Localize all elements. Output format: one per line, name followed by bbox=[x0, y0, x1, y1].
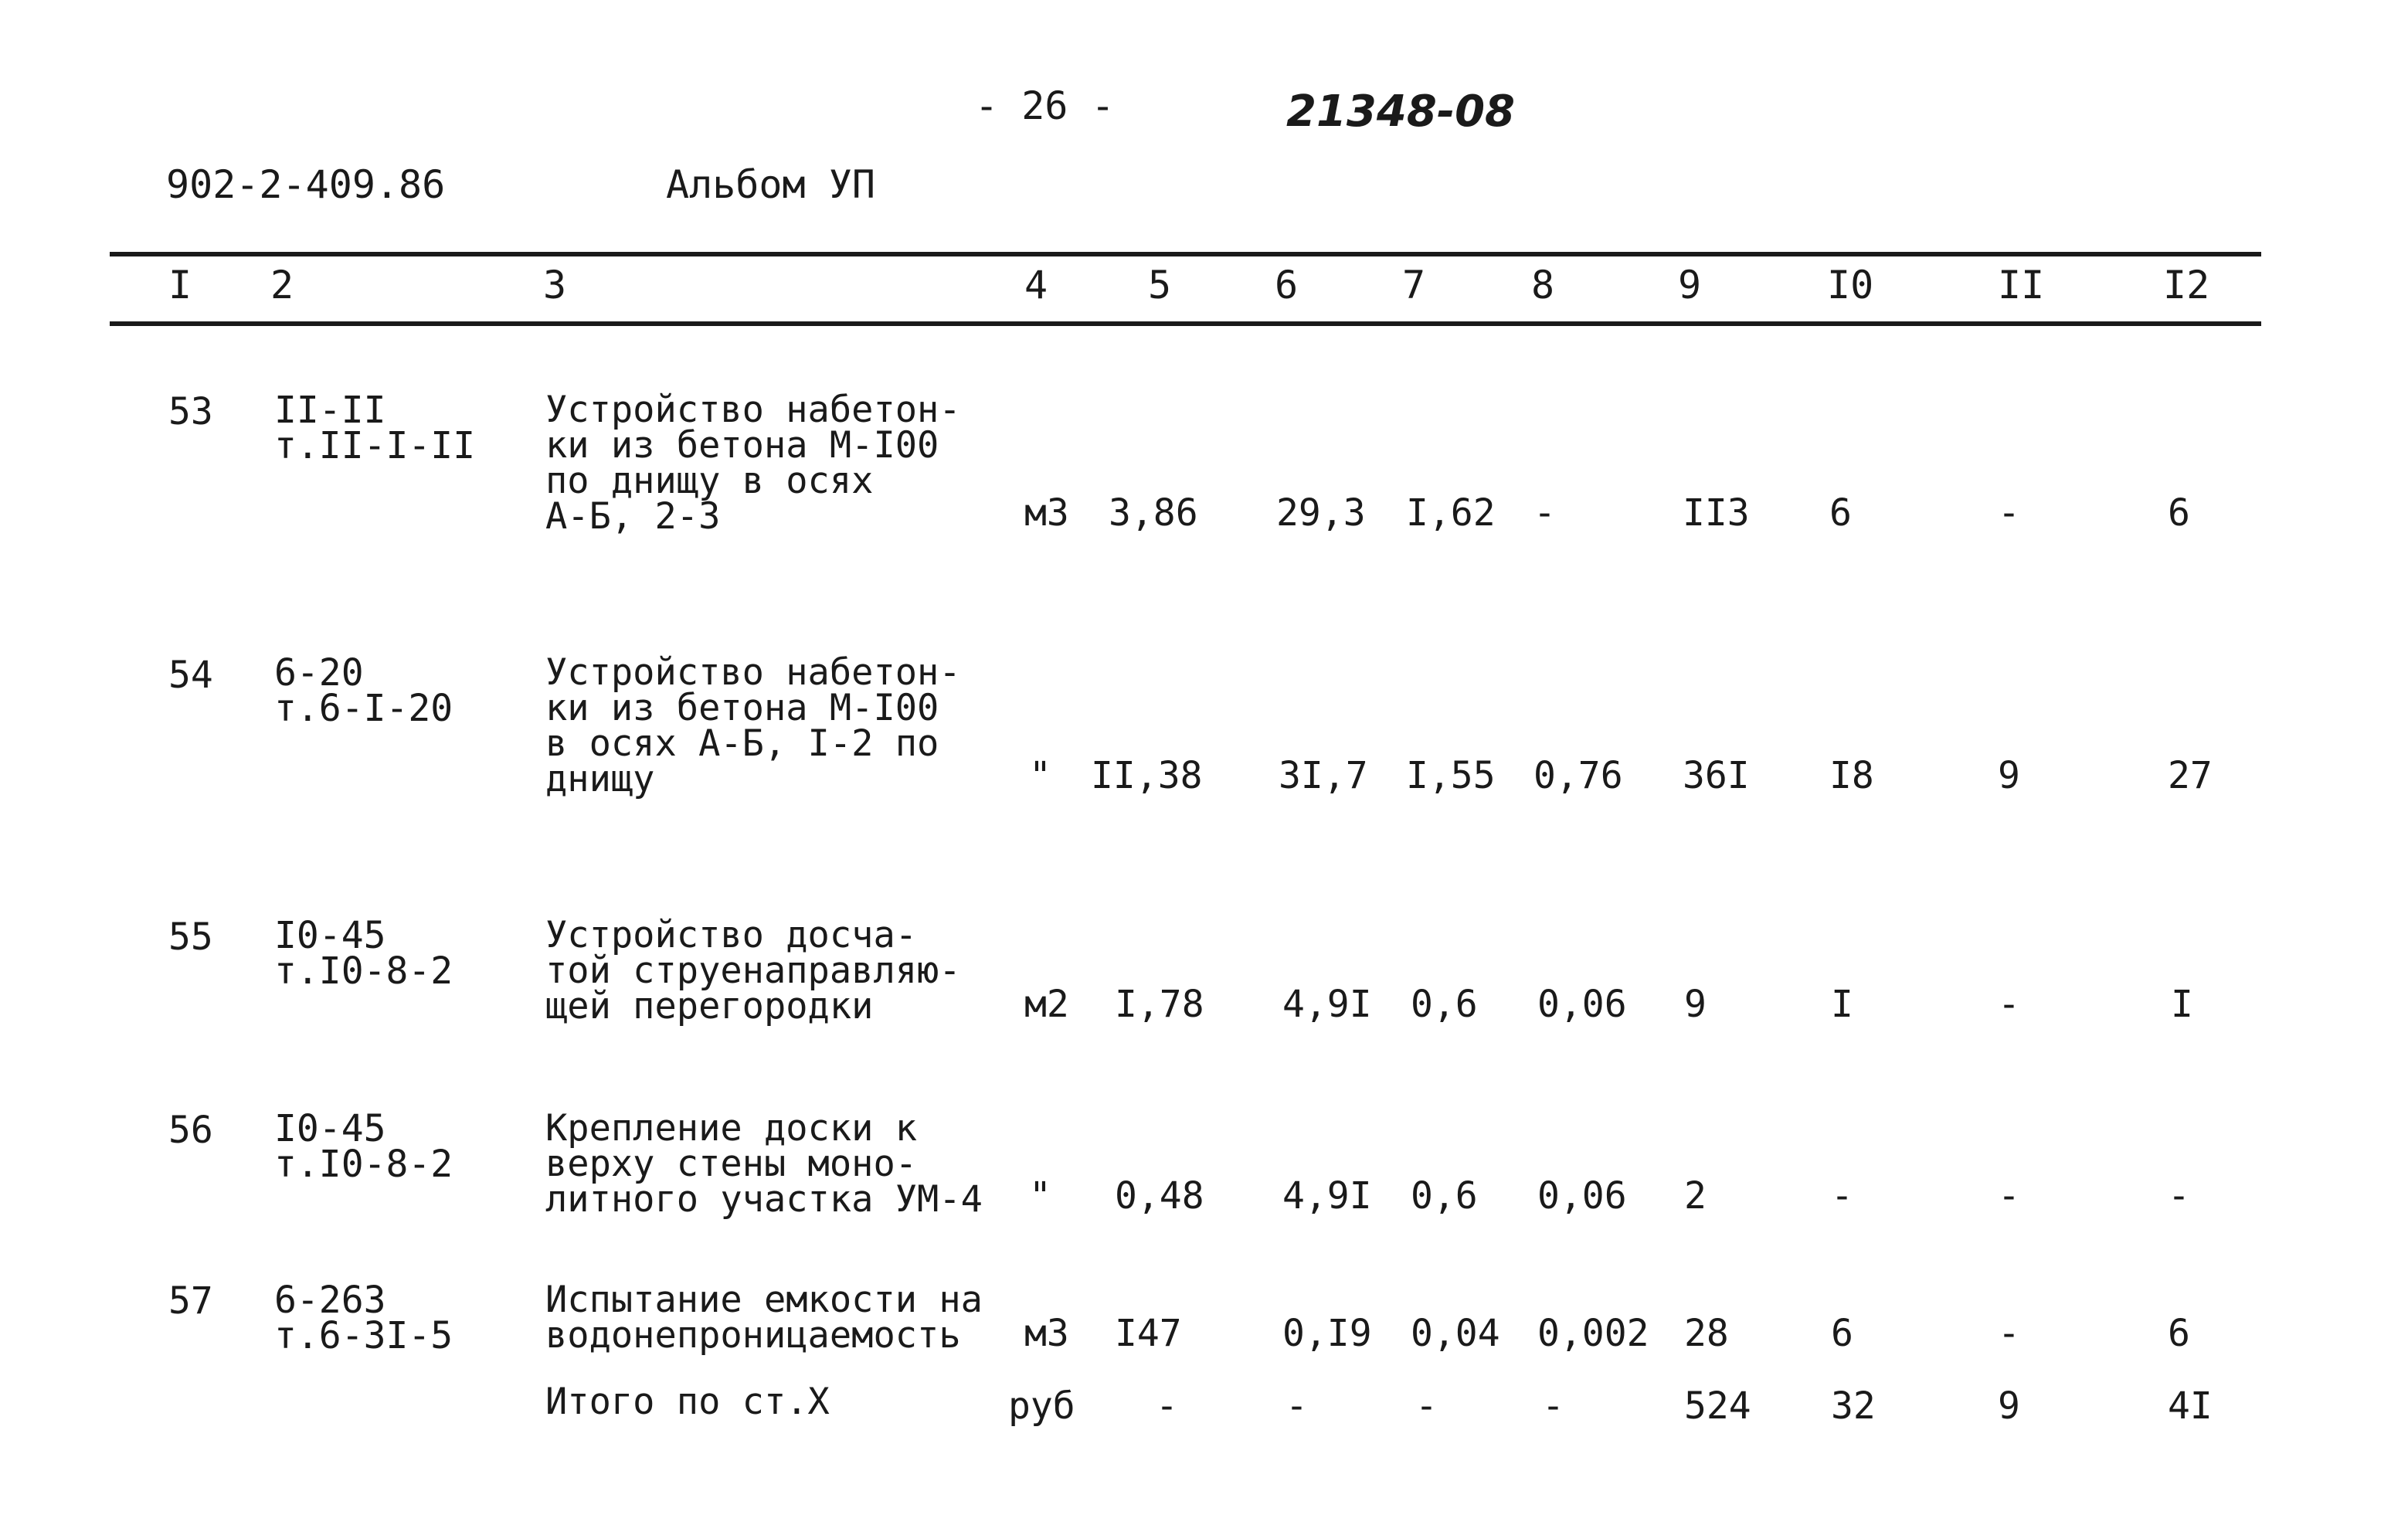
row-col-12: 6 bbox=[2168, 491, 2190, 535]
col-header-6: 6 bbox=[1275, 263, 1299, 307]
col-header-10: I0 bbox=[1827, 263, 1874, 307]
row-col-6: 3I,7 bbox=[1279, 754, 1368, 797]
col-header-2: 2 bbox=[270, 263, 294, 307]
col-header-8: 8 bbox=[1531, 263, 1555, 307]
row-rate-code: II-II т.II-I-II bbox=[274, 389, 476, 467]
row-col-8: - bbox=[1533, 491, 1556, 535]
row-rate-code: 6-20 т.6-I-20 bbox=[274, 651, 453, 730]
row-col-10: 6 bbox=[1831, 1312, 1853, 1355]
row-col-11: 9 bbox=[1998, 754, 2020, 797]
row-quantity: II,38 bbox=[1091, 754, 1203, 797]
row-col-12: 6 bbox=[2168, 1312, 2190, 1355]
row-col-8: 0,76 bbox=[1533, 754, 1623, 797]
row-number: 53 bbox=[168, 390, 213, 433]
total-unit: руб bbox=[1008, 1384, 1075, 1428]
row-unit: м3 bbox=[1024, 491, 1069, 535]
row-col-12: I bbox=[2171, 983, 2193, 1026]
row-col-7: 0,6 bbox=[1411, 983, 1478, 1026]
row-col-10: I bbox=[1831, 983, 1853, 1026]
row-rate-code: I0-45 т.I0-8-2 bbox=[274, 914, 453, 993]
row-description: Устройство набетон- ки из бетона М-I00 по днищу в осях А-Б, 2-3 bbox=[545, 389, 961, 538]
row-col-9: 28 bbox=[1684, 1312, 1729, 1355]
total-col-10: 32 bbox=[1831, 1384, 1876, 1428]
total-col-11: 9 bbox=[1998, 1384, 2020, 1428]
row-col-8: 0,002 bbox=[1537, 1312, 1649, 1355]
col-header-11: II bbox=[1998, 263, 2045, 307]
row-col-6: 4,9I bbox=[1282, 983, 1372, 1026]
row-description: Устройство досча- той струенаправляю- щей перегородки bbox=[545, 914, 961, 1028]
row-col-10: 6 bbox=[1829, 491, 1852, 535]
row-col-12: - bbox=[2168, 1174, 2190, 1218]
row-col-8: 0,06 bbox=[1537, 983, 1627, 1026]
row-col-9: 36I bbox=[1683, 754, 1750, 797]
row-quantity: I,78 bbox=[1115, 983, 1204, 1026]
row-quantity: I47 bbox=[1115, 1312, 1182, 1355]
row-number: 57 bbox=[168, 1279, 213, 1323]
row-col-11: - bbox=[1998, 491, 2020, 535]
row-col-6: 0,I9 bbox=[1282, 1312, 1372, 1355]
col-header-9: 9 bbox=[1678, 263, 1702, 307]
row-rate-code: 6-263 т.6-3I-5 bbox=[274, 1279, 453, 1357]
col-header-7: 7 bbox=[1402, 263, 1426, 307]
col-header-12: I2 bbox=[2163, 263, 2210, 307]
row-unit: " bbox=[1029, 754, 1051, 797]
row-quantity: 0,48 bbox=[1115, 1174, 1204, 1218]
row-col-11: - bbox=[1998, 983, 2020, 1026]
table-header-rule bbox=[110, 321, 2261, 326]
document-code: 902-2-409.86 bbox=[166, 162, 446, 207]
row-rate-code: I0-45 т.I0-8-2 bbox=[274, 1107, 453, 1186]
row-col-9: 2 bbox=[1684, 1174, 1707, 1218]
total-quantity: - bbox=[1156, 1384, 1178, 1428]
total-col-12: 4I bbox=[2168, 1384, 2213, 1428]
col-header-3: 3 bbox=[543, 263, 567, 307]
row-col-11: - bbox=[1998, 1174, 2020, 1218]
row-description: Испытание емкости на водонепроницаемость bbox=[545, 1279, 983, 1357]
total-col-8: - bbox=[1542, 1384, 1564, 1428]
total-col-7: - bbox=[1415, 1384, 1438, 1428]
row-col-10: - bbox=[1831, 1174, 1853, 1218]
row-col-9: 9 bbox=[1684, 983, 1707, 1026]
row-col-9: II3 bbox=[1683, 491, 1750, 535]
row-col-6: 29,3 bbox=[1276, 491, 1366, 535]
row-col-11: - bbox=[1998, 1312, 2020, 1355]
row-unit: м3 bbox=[1024, 1312, 1069, 1355]
row-col-8: 0,06 bbox=[1537, 1174, 1627, 1218]
col-header-4: 4 bbox=[1024, 263, 1048, 307]
page-number: - 26 - bbox=[975, 83, 1115, 128]
row-description: Устройство набетон- ки из бетона М-I00 в осях А-Б, I-2 по днищу bbox=[545, 651, 961, 800]
table-top-rule bbox=[110, 252, 2261, 256]
row-description: Крепление доски к верху стены моно- литного участка УМ-4 bbox=[545, 1107, 983, 1221]
row-col-7: 0,6 bbox=[1411, 1174, 1478, 1218]
row-col-6: 4,9I bbox=[1282, 1174, 1372, 1218]
row-col-7: I,62 bbox=[1406, 491, 1496, 535]
row-unit: м2 bbox=[1024, 983, 1069, 1026]
row-number: 54 bbox=[168, 654, 213, 697]
row-quantity: 3,86 bbox=[1109, 491, 1198, 535]
album-label: Альбом УП bbox=[666, 162, 875, 207]
row-col-12: 27 bbox=[2168, 754, 2213, 797]
row-number: 55 bbox=[168, 915, 213, 959]
row-col-7: I,55 bbox=[1406, 754, 1496, 797]
total-col-9: 524 bbox=[1684, 1384, 1751, 1428]
handwritten-document-number: 21348-08 bbox=[1286, 87, 1515, 137]
total-col-6: - bbox=[1286, 1384, 1308, 1428]
total-label: Итого по ст.Х bbox=[545, 1381, 830, 1423]
col-header-5: 5 bbox=[1148, 263, 1172, 307]
row-col-7: 0,04 bbox=[1411, 1312, 1500, 1355]
row-unit: " bbox=[1029, 1174, 1051, 1218]
col-header-1: I bbox=[168, 263, 192, 307]
row-col-10: I8 bbox=[1829, 754, 1874, 797]
row-number: 56 bbox=[168, 1109, 213, 1152]
